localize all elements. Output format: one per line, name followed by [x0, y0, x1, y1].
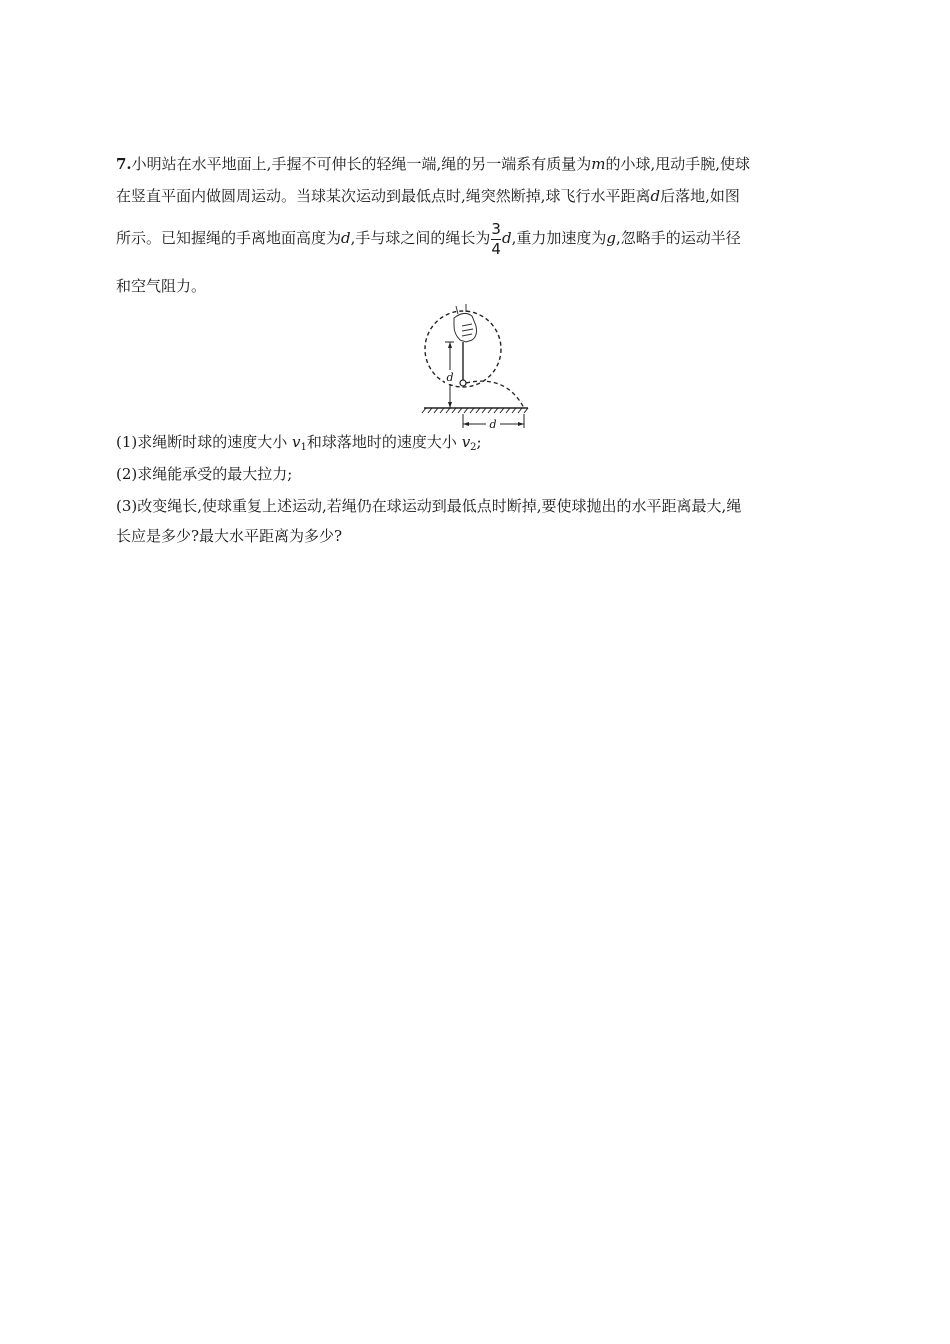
- height-label: d: [446, 371, 454, 384]
- mass-symbol: m: [591, 155, 606, 173]
- v1-symbol: $v_1$: [292, 433, 307, 453]
- hand-icon: [454, 304, 477, 342]
- problem-line-1: 7.小明站在水平地面上,手握不可伸长的轻绳一端,绳的另一端系有质量为m的小球,甩动手腕,使球: [116, 155, 750, 173]
- trajectory-path: [466, 381, 524, 408]
- problem-line-4: 和空气阻力。: [116, 277, 207, 295]
- fraction-three-quarters: $\frac{3}{4}$: [491, 219, 501, 258]
- distance-symbol: d: [650, 187, 661, 205]
- distance-label: d: [489, 418, 497, 431]
- question-1: (1)求绳断时球的速度大小 $v_1$和球落地时的速度大小 $v_2$;: [116, 433, 482, 453]
- question-3-line-1: (3)改变绳长,使球重复上述运动,若绳仍在球运动到最低点时断掉,要使球抛出的水平距离最大,绳: [116, 497, 742, 515]
- problem-line-3: 所示。已知握绳的手离地面高度为d,手与球之间的绳长为 $\frac{3}{4}$ d,重力加速度为g,忽略手的运动半径: [116, 219, 741, 258]
- problem-number: 7.: [116, 155, 132, 173]
- problem-line-2: 在竖直平面内做圆周运动。当球某次运动到最低点时,绳突然断掉,球飞行水平距离d后落地,如图: [116, 187, 740, 205]
- ball: [460, 380, 466, 386]
- v2-symbol: $v_2$: [461, 433, 477, 453]
- question-2: (2)求绳能承受的最大拉力;: [116, 465, 293, 483]
- question-3-line-2: 长应是多少?最大水平距离为多少?: [116, 527, 343, 545]
- gravity-symbol: g: [606, 229, 616, 247]
- physics-figure: [420, 304, 532, 434]
